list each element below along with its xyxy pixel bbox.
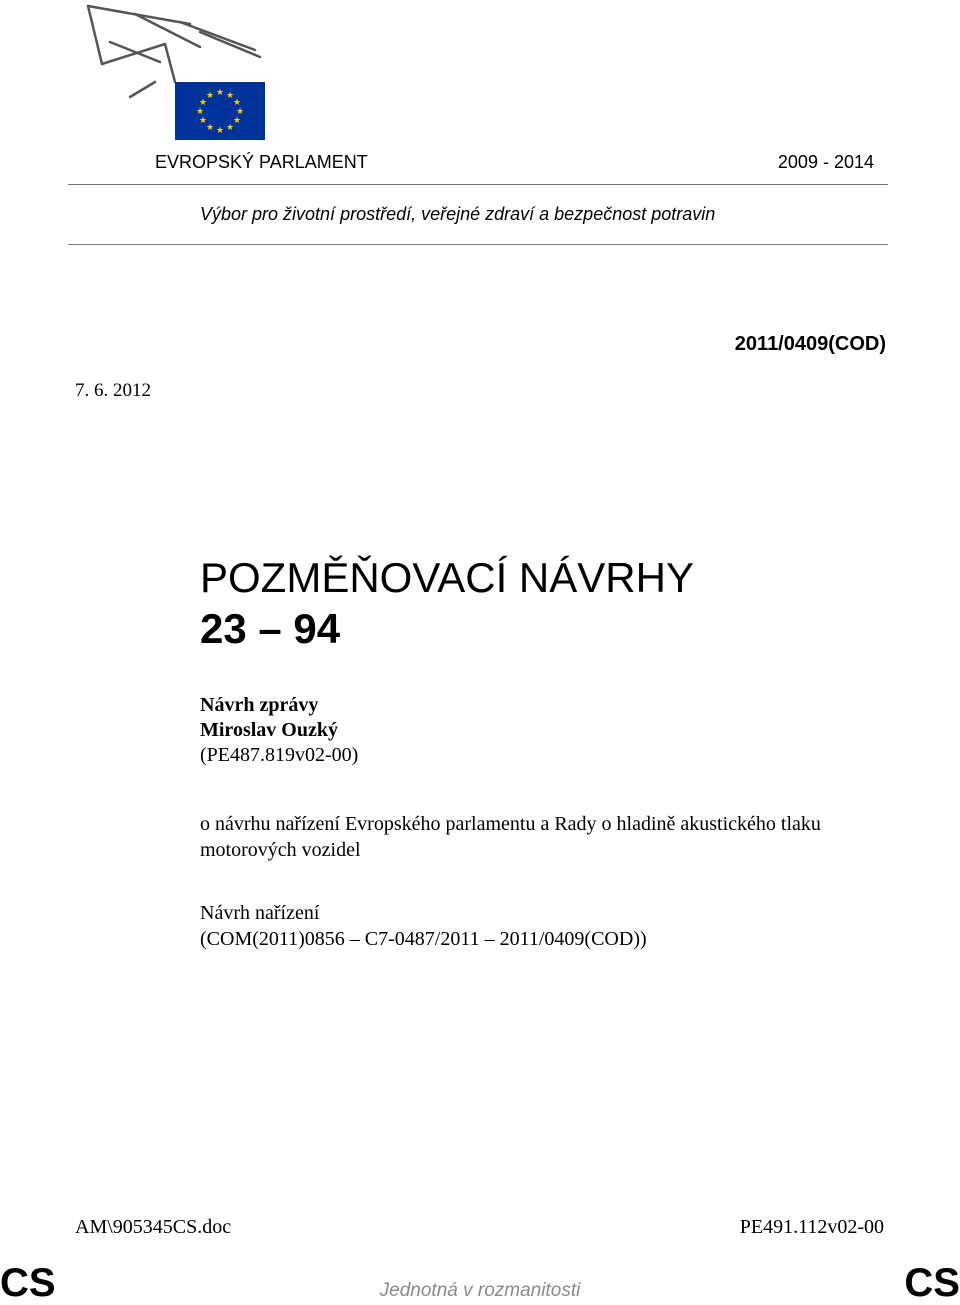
proposal-label: Návrh nařízení — [200, 902, 320, 924]
amendment-range: 23 – 94 — [200, 605, 341, 652]
footer-file-name: AM\905345CS.doc — [75, 1216, 232, 1238]
procedure-number: 2011/0409(COD) — [734, 333, 886, 355]
language-code-right: CS — [904, 1261, 960, 1305]
svg-text:★: ★ — [215, 126, 225, 136]
document-date: 7. 6. 2012 — [75, 380, 151, 401]
svg-text:★: ★ — [232, 98, 242, 108]
footer-motto: Jednotná v rozmanitosti — [379, 1280, 581, 1301]
report-subject: o návrhu nařízení Evropského parlamentu a Rady o hladině akustického tlaku motorových vozidel — [200, 813, 821, 861]
svg-text:★: ★ — [205, 91, 215, 101]
header-divider — [68, 184, 888, 185]
committee-divider — [68, 244, 888, 245]
svg-text:★: ★ — [235, 107, 245, 117]
eu-flag-icon — [175, 82, 265, 140]
svg-text:★: ★ — [225, 91, 235, 101]
language-code-left: CS — [0, 1261, 56, 1305]
draft-report-label: Návrh zprávy — [200, 694, 319, 716]
svg-text:★: ★ — [198, 98, 208, 108]
svg-text:★: ★ — [195, 107, 205, 117]
document-title: POZMĚŇOVACÍ NÁVRHY — [200, 554, 694, 601]
committee-name: Výbor pro životní prostředí, veřejné zdraví a bezpečnost potravin — [200, 204, 716, 224]
svg-text:★: ★ — [205, 123, 215, 133]
proposal-reference: (COM(2011)0856 – C7-0487/2011 – 2011/0409(COD)) — [200, 928, 647, 950]
draft-reference: (PE487.819v02-00) — [200, 744, 359, 766]
rapporteur-name: Miroslav Ouzký — [200, 719, 338, 741]
svg-text:★: ★ — [232, 116, 242, 126]
svg-text:★: ★ — [198, 116, 208, 126]
footer-pe-number: PE491.112v02-00 — [739, 1216, 884, 1238]
svg-text:★: ★ — [225, 123, 235, 133]
european-parliament-logo — [80, 2, 340, 152]
parliament-name: EVROPSKÝ PARLAMENT — [155, 152, 368, 172]
svg-text:★: ★ — [215, 88, 225, 98]
parliamentary-term: 2009 - 2014 — [777, 152, 874, 172]
